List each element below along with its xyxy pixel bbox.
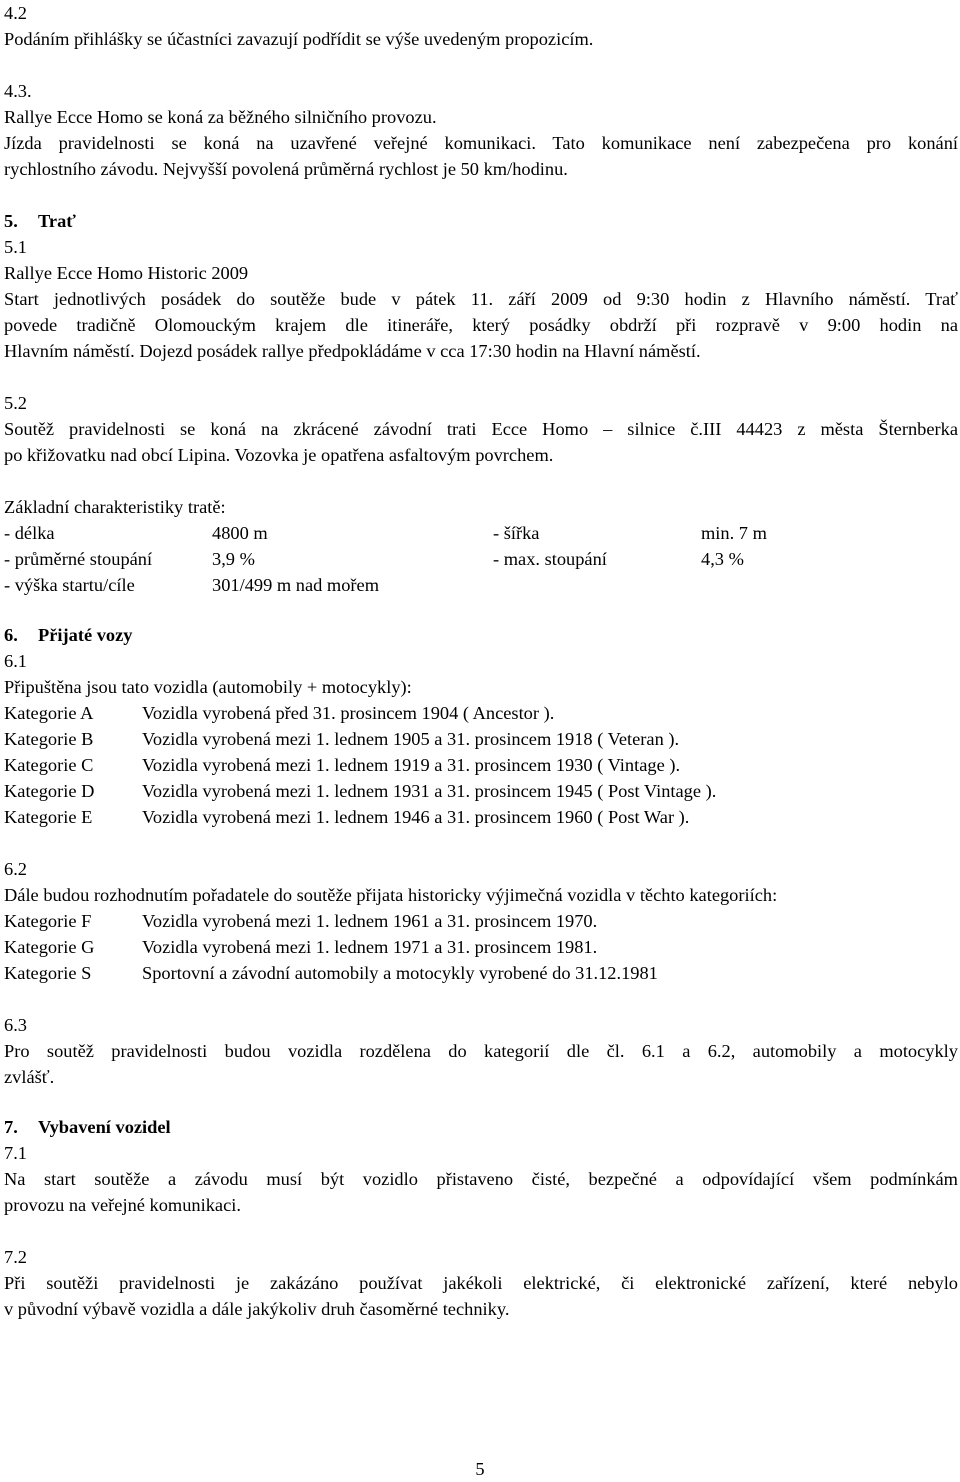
category-row	[4, 960, 958, 986]
section-7-heading	[4, 1114, 958, 1140]
page-number: 5	[475, 1459, 485, 1479]
section-6-3-line-1: Pro soutěž pravidelnosti budou vozidla rozdělena do kategorií dle čl. 6.1 a 6.2, automobily a motocykly	[4, 1041, 958, 1061]
characteristics-row	[4, 546, 958, 572]
section-5-2-line-1: Soutěž pravidelnosti se koná na zkrácené závodní trati Ecce Homo – silnice č.III 44423 z města Šternberka	[4, 419, 958, 439]
section-4-2-number: 4.2	[4, 3, 27, 23]
section-7-2-line-2: v původní výbavě vozidla a dále jakýkoliv druh časoměrné techniky.	[4, 1299, 510, 1319]
section-5-title: Trať	[38, 211, 76, 231]
section-5-1-number: 5.1	[4, 237, 27, 257]
category-description: Vozidla vyrobená mezi 1. lednem 1905 a 31. prosincem 1918 ( Veteran ).	[142, 729, 680, 749]
category-label: Kategorie B	[4, 729, 94, 749]
category-row	[4, 908, 958, 934]
char-value: 301/499 m nad mořem	[212, 575, 380, 595]
section-7-2-line-1: Při soutěži pravidelnosti je zakázáno používat jakékoli elektrické, či elektronické zařízení, které nebylo	[4, 1273, 958, 1293]
section-5-1-line-2: povede tradičně Olomouckým krajem dle itineráře, který posádky obdrží při rozpravě v 9:00 hodin na	[4, 315, 958, 335]
char-label: - délka	[4, 523, 55, 543]
category-label: Kategorie G	[4, 937, 95, 957]
category-label: Kategorie S	[4, 963, 92, 983]
section-7-1-number: 7.1	[4, 1143, 27, 1163]
category-row	[4, 934, 958, 960]
section-4-3-line-1: Rallye Ecce Homo se koná za běžného silničního provozu.	[4, 107, 437, 127]
char-label	[493, 572, 701, 598]
section-7-number: 7.	[4, 1117, 18, 1137]
char-value: 4,3 %	[701, 549, 744, 569]
category-description: Vozidla vyrobená před 31. prosincem 1904 ( Ancestor ).	[142, 703, 555, 723]
category-row	[4, 804, 958, 830]
section-5-2-number: 5.2	[4, 393, 27, 413]
category-row	[4, 752, 958, 778]
document-page	[4, 0, 958, 1322]
section-5-1-title: Rallye Ecce Homo Historic 2009	[4, 263, 249, 283]
section-4-3-line-3: rychlostního závodu. Nejvyšší povolená průměrná rychlost je 50 km/hodinu.	[4, 159, 568, 179]
section-7-2-number: 7.2	[4, 1247, 27, 1267]
category-row	[4, 778, 958, 804]
char-label: - šířka	[493, 523, 540, 543]
section-4-2-text: Podáním přihlášky se účastníci zavazují podřídit se výše uvedeným propozicím.	[4, 29, 594, 49]
char-label: - výška startu/cíle	[4, 575, 135, 595]
section-4-3-line-2: Jízda pravidelnosti se koná na uzavřené veřejné komunikaci. Tato komunikace není zabezpečena pro konání	[4, 133, 958, 153]
section-5-number: 5.	[4, 211, 18, 231]
characteristics-row	[4, 572, 958, 598]
characteristics-row	[4, 520, 958, 546]
category-label: Kategorie A	[4, 703, 94, 723]
section-6-2-intro: Dále budou rozhodnutím pořadatele do soutěže přijata historicky výjimečná vozidla v těchto kategoriích:	[4, 885, 778, 905]
section-6-2-number: 6.2	[4, 859, 27, 879]
category-label: Kategorie C	[4, 755, 94, 775]
category-description: Vozidla vyrobená mezi 1. lednem 1971 a 31. prosincem 1981.	[142, 937, 598, 957]
section-6-3-line-2: zvlášť.	[4, 1067, 55, 1087]
section-6-title: Přijaté vozy	[38, 625, 133, 645]
section-5-1-line-3: Hlavním náměstí. Dojezd posádek rallye předpokládáme v cca 17:30 hodin na Hlavní náměstí.	[4, 341, 701, 361]
section-7-title: Vybavení vozidel	[38, 1117, 171, 1137]
category-description: Vozidla vyrobená mezi 1. lednem 1931 a 31. prosincem 1945 ( Post Vintage ).	[142, 781, 717, 801]
section-6-heading	[4, 622, 958, 648]
category-row	[4, 700, 958, 726]
section-5-1-line-1: Start jednotlivých posádek do soutěže bude v pátek 11. září 2009 od 9:30 hodin z Hlavního náměstí. Trať	[4, 289, 958, 309]
category-label: Kategorie D	[4, 781, 95, 801]
category-label: Kategorie F	[4, 911, 92, 931]
section-7-1-line-1: Na start soutěže a závodu musí být vozidlo přistaveno čisté, bezpečné a odpovídající všem podmínkám	[4, 1169, 958, 1189]
section-6-3-number: 6.3	[4, 1015, 27, 1035]
characteristics-title: Základní charakteristiky tratě:	[4, 497, 226, 517]
char-label: - průměrné stoupání	[4, 549, 153, 569]
char-value: 3,9 %	[212, 549, 255, 569]
section-6-1-number: 6.1	[4, 651, 27, 671]
category-description: Vozidla vyrobená mezi 1. lednem 1919 a 31. prosincem 1930 ( Vintage ).	[142, 755, 681, 775]
section-5-heading	[4, 208, 958, 234]
category-label: Kategorie E	[4, 807, 93, 827]
section-6-number: 6.	[4, 625, 18, 645]
category-description: Vozidla vyrobená mezi 1. lednem 1961 a 31. prosincem 1970.	[142, 911, 598, 931]
char-value: 4800 m	[212, 523, 268, 543]
char-value: min. 7 m	[701, 523, 767, 543]
section-6-1-intro: Připuštěna jsou tato vozidla (automobily + motocykly):	[4, 677, 412, 697]
section-5-2-line-2: po křižovatku nad obcí Lipina. Vozovka je opatřena asfaltovým povrchem.	[4, 445, 554, 465]
section-7-1-line-2: provozu na veřejné komunikaci.	[4, 1195, 241, 1215]
section-4-3-number: 4.3.	[4, 81, 32, 101]
category-description: Vozidla vyrobená mezi 1. lednem 1946 a 31. prosincem 1960 ( Post War ).	[142, 807, 690, 827]
category-description: Sportovní a závodní automobily a motocykly vyrobené do 31.12.1981	[142, 963, 658, 983]
char-label: - max. stoupání	[493, 549, 607, 569]
category-row	[4, 726, 958, 752]
